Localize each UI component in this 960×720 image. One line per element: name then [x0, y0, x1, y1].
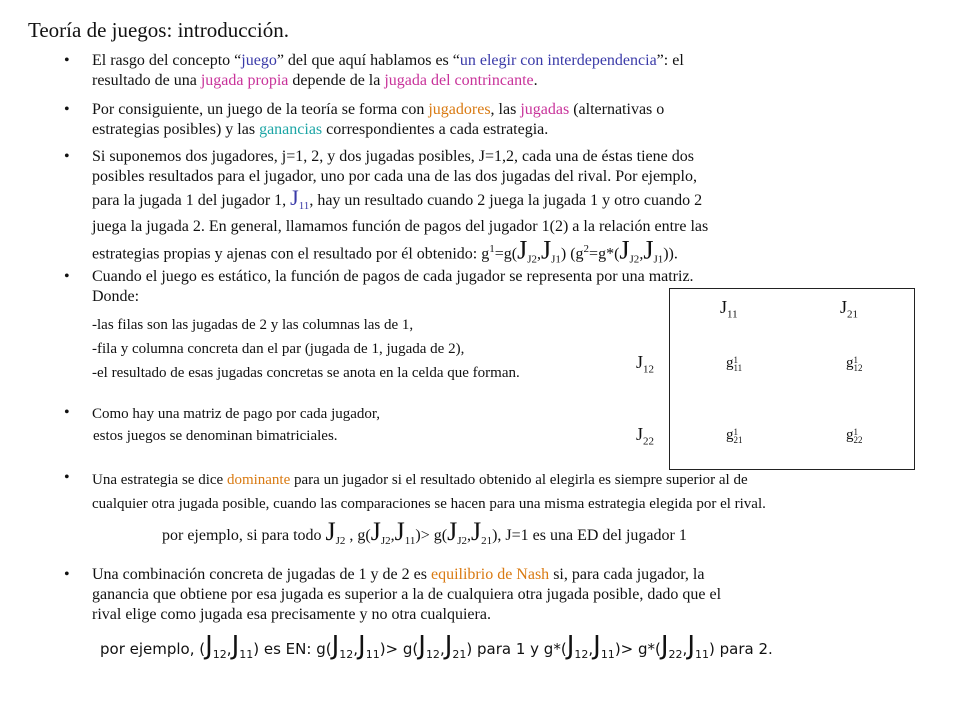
subscript: 21	[847, 308, 859, 321]
col-header-J11	[720, 297, 738, 321]
subscript: 12	[212, 648, 227, 661]
cell-11	[726, 355, 742, 372]
subscript: J2	[457, 535, 467, 548]
subscript: 22	[853, 434, 863, 445]
symbol-J: J	[325, 517, 336, 546]
text: , g(	[345, 527, 371, 544]
paragraph-nash	[92, 565, 932, 625]
text: (alternativas o	[569, 101, 665, 118]
bullet: •	[64, 469, 70, 486]
subscript: 22	[643, 435, 655, 448]
symbol-J: J	[394, 517, 405, 546]
superscript: 1	[733, 354, 738, 365]
symbol: g	[726, 355, 734, 371]
subscript: 22	[668, 648, 683, 661]
symbol: g	[846, 355, 854, 371]
cell-21	[726, 427, 743, 444]
text-ganancias: ganancias	[259, 121, 323, 138]
text: posibles resultados para el jugador, uno por cada una de las dos jugadas del rival. Por ejemplo,	[92, 168, 697, 185]
text: estos juegos se denominan bimatriciales.	[93, 428, 338, 444]
subscript: 21	[733, 434, 743, 445]
text: ,	[439, 640, 445, 658]
text: juega la jugada 2. En general, llamamos función de pagos del jugador 1(2) a la relación entre las	[92, 218, 709, 236]
symbol-J: J	[370, 517, 381, 546]
bullet: •	[64, 404, 70, 421]
text-jugada-propia: jugada propia	[200, 72, 289, 89]
subscript: 12	[574, 648, 589, 661]
text-line	[92, 565, 932, 585]
text: , hay un resultado cuando 2 juega la jugada 1 y otro cuando 2	[309, 192, 703, 209]
payoff-matrix	[669, 288, 915, 470]
symbol: J	[840, 297, 848, 317]
symbol-J: J	[231, 631, 240, 661]
text: -fila y columna concreta dan el par (jugada de 1, jugada de 2),	[92, 341, 465, 357]
bullet: •	[64, 566, 70, 583]
text: -el resultado de esas jugadas concretas se anota en la celda que forman.	[92, 365, 520, 381]
text: ) para 1 y g*(	[466, 640, 567, 658]
text: Por consiguiente, un juego de la teoría se forma con	[92, 101, 429, 118]
text-jugadores: jugadores	[428, 101, 491, 118]
subscript: 11	[600, 648, 615, 661]
text: Una combinación concreta de jugadas de 1 y de 2 es	[92, 566, 431, 583]
symbol-J: J	[358, 631, 366, 661]
symbol: g	[846, 427, 854, 443]
subscript: 12	[339, 648, 354, 661]
text: El rasgo del concepto “	[92, 52, 242, 69]
text: para la jugada 1 del jugador 1,	[92, 192, 291, 209]
text-line	[92, 468, 932, 492]
superscript: 1	[853, 426, 858, 437]
text: ”: el	[656, 52, 684, 69]
symbol: J	[636, 424, 644, 444]
text: si, para cada jugador, la	[549, 566, 705, 583]
subscript: J2	[335, 535, 346, 548]
text: estrategias posibles) y las	[92, 121, 260, 138]
example-nash	[100, 631, 930, 665]
text: -las filas son las jugadas de 2 y las columnas las de 1,	[92, 317, 414, 333]
text-equilibrio-nash: equilibrio de Nash	[430, 566, 550, 583]
cell-12	[846, 355, 863, 372]
symbol-J: J	[687, 631, 695, 661]
text: cualquier otra jugada posible, cuando las comparaciones se hacen para una misma estrategia elegida por el rival.	[92, 496, 766, 512]
paragraph-funcion-pagos	[92, 147, 932, 270]
text: por ejemplo, (	[100, 640, 206, 658]
text-line: estrategias propias y ajenas con el resultado por él obtenido: $g^1=g(J_{J2},J_{J1})$ $(g^2=g*(J_{J2},J_{J1}))$.	[92, 235, 678, 266]
symbol-J: J	[444, 631, 453, 661]
text: )> g(	[379, 640, 419, 658]
text: ) es EN: g(	[253, 640, 332, 658]
bullet: •	[64, 101, 70, 118]
text: rival elige como jugada esa precisamente y no otra cualquiera.	[92, 606, 491, 623]
text: Como hay una matriz de pago por cada jugador,	[92, 406, 381, 422]
text-line	[92, 187, 932, 217]
subscript: 11	[365, 648, 380, 661]
paragraph-juego	[92, 51, 932, 91]
text-jugadas: jugadas	[520, 101, 570, 118]
symbol: J	[720, 297, 728, 317]
text: ,	[390, 527, 395, 544]
symbol-J: J	[331, 631, 340, 661]
text-juego: juego	[241, 52, 277, 69]
superscript: 1	[853, 354, 858, 365]
subscript: 11	[298, 200, 310, 213]
symbol-J: J	[290, 185, 299, 210]
text: depende de la	[288, 72, 385, 89]
text: ,	[588, 640, 594, 658]
text: .	[533, 72, 538, 89]
text-dominante: dominante	[226, 472, 291, 488]
col-header-J21	[840, 297, 858, 321]
symbol: g	[726, 427, 734, 443]
bullet: •	[64, 268, 70, 285]
example-dominante	[162, 517, 922, 551]
paragraph-dominante	[92, 468, 932, 516]
text: para un jugador si el resultado obtenido al elegirla es siempre superior al de	[290, 472, 748, 488]
bullet: •	[64, 52, 70, 69]
symbol-J: J	[418, 631, 426, 661]
subscript: 12	[425, 648, 440, 661]
text-jugada-contrincante: jugada del contrincante	[384, 72, 534, 89]
text: ,	[353, 640, 359, 658]
symbol-J: J	[566, 631, 575, 661]
text: Si suponemos dos jugadores, j=1, 2, y dos jugadas posibles, J=1,2, cada una de éstas tiene dos	[92, 148, 694, 165]
text: ,	[682, 640, 688, 658]
symbol-J: J	[660, 631, 669, 661]
subscript: 11	[239, 648, 254, 661]
subscript: 11	[404, 535, 416, 548]
bullet: •	[64, 148, 70, 165]
text: Una estrategia se dice	[92, 472, 227, 488]
text: resultado de una	[92, 72, 201, 89]
subscript: 11	[727, 308, 738, 321]
symbol-J: J	[593, 631, 601, 661]
text: Cuando el juego es estático, la función de pagos de cada jugador se representa por una matriz.	[92, 268, 694, 285]
text: )> g(	[415, 527, 448, 544]
subscript: J2	[380, 535, 391, 548]
text: por ejemplo, si para todo	[162, 527, 326, 544]
text: ” del que aquí hablamos es “	[276, 52, 460, 69]
text: )> g*(	[614, 640, 661, 658]
row-header-J22	[636, 424, 654, 448]
subscript: 11	[695, 648, 709, 661]
symbol-J: J	[447, 517, 458, 546]
superscript: 1	[733, 426, 738, 437]
text-interdependencia: un elegir con interdependencia	[459, 52, 657, 69]
text: ,	[226, 640, 232, 658]
page-title: Teoría de juegos: introducción.	[28, 18, 289, 42]
text: ) para 2.	[709, 640, 773, 658]
subscript: 12	[643, 363, 655, 376]
row-header-J12	[636, 352, 654, 376]
symbol-J: J	[470, 517, 482, 546]
text: correspondientes a cada estrategia.	[322, 121, 549, 138]
subscript: 21	[481, 535, 493, 548]
text: estrategias propias y ajenas con el resultado por él obtenido: g	[92, 245, 490, 263]
subscript: 11	[733, 362, 743, 373]
text: , las	[490, 101, 521, 118]
text: ,	[466, 527, 471, 544]
paragraph-elementos	[92, 100, 932, 140]
text: ), J=1 es una ED del jugador 1	[492, 527, 687, 544]
cell-22	[846, 427, 863, 444]
subscript: 12	[853, 362, 863, 373]
subscript: 21	[452, 648, 467, 661]
text: Donde:	[92, 288, 140, 305]
symbol-J: J	[205, 631, 213, 661]
text: ganancia que obtiene por esa jugada es superior a la de cualquiera otra jugada posible, dado que el	[92, 586, 722, 603]
symbol: J	[636, 352, 644, 372]
